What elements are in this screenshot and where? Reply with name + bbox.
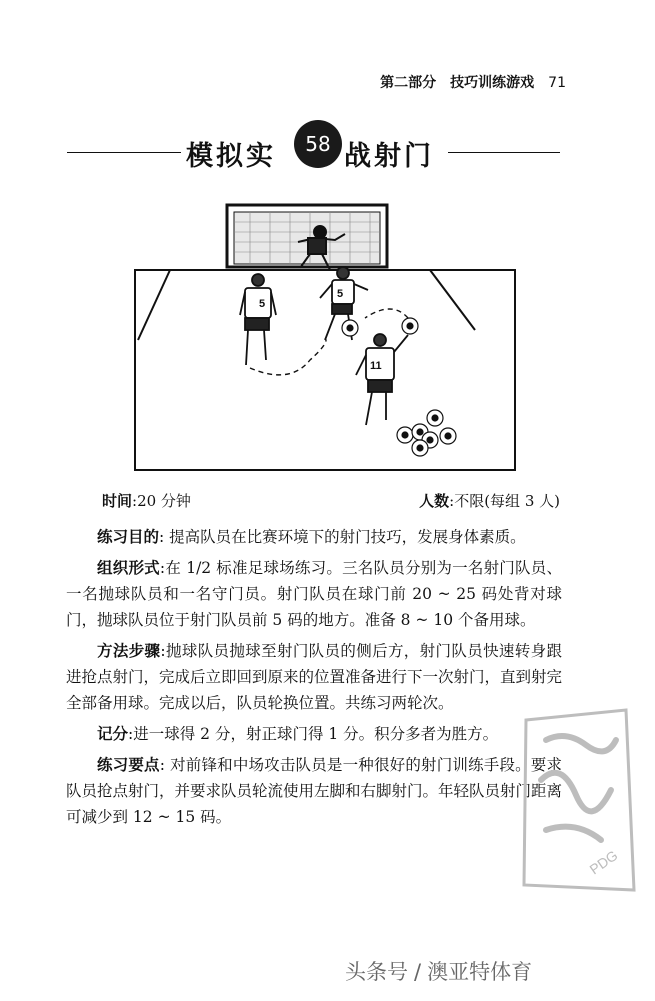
section-paragraph: [66, 638, 562, 716]
section-label: 技巧训练游戏: [450, 75, 535, 91]
game-number-badge: [294, 120, 342, 168]
page-number: 71: [548, 75, 566, 91]
field-outline: [135, 270, 515, 470]
title-right-text: 战射门: [344, 141, 434, 172]
section-text: :在 1/2 标准足球场练习。三名队员分别为一名射门队员、一名抛球队员和一名守门员。射门队员在球门前 20 ~ 25 码处背对球门，抛球队员位于射门队员前 5 码的地方。准备 8 ~ 10 个备用球。: [66, 559, 562, 629]
library-seal-stamp: [506, 700, 646, 900]
section-text: :进一球得 2 分，射正球门得 1 分。积分多者为胜方。: [128, 725, 499, 743]
drill-illustration: [130, 200, 520, 475]
shooter-jersey-number: 5: [337, 288, 344, 300]
title-rule-right: [448, 152, 560, 153]
time-info: [102, 490, 191, 511]
section-paragraph: [66, 524, 562, 550]
people-info: [419, 490, 560, 511]
section-text: : 对前锋和中场攻击队员是一种很好的射门训练手段。要求队员抢点射门，并要求队员轮流使用左脚和右脚射门。年轻队员射门距离可减少到 12 ~ 15 码。: [66, 756, 563, 826]
dashed-path-arrow-run: [250, 338, 326, 375]
section-paragraph: [66, 752, 562, 830]
section-label: 记分: [97, 725, 129, 743]
time-value: :20 分钟: [132, 492, 191, 510]
body-text: [66, 524, 562, 835]
section-label: 方法步骤: [97, 642, 161, 660]
stamp-mark: PDG: [586, 846, 621, 878]
player-left-icon: [240, 274, 276, 365]
footer-source: 头条号: [345, 960, 408, 984]
thrower-icon: [356, 334, 408, 425]
title-rule-left: [67, 152, 181, 153]
section-paragraph: [66, 721, 562, 747]
running-header: [300, 72, 566, 92]
section-text: : 提高队员在比赛环境下的射门技巧，发展身体素质。: [159, 528, 526, 546]
footer-watermark: [345, 956, 532, 986]
box-right-line: [430, 270, 475, 330]
player-left-jersey: 5: [259, 298, 266, 310]
section-label: 组织形式: [97, 559, 160, 577]
section-label: 练习目的: [97, 528, 160, 546]
box-left-line: [138, 270, 170, 340]
footer-account: 澳亚特体育: [427, 960, 533, 984]
section-paragraph: [66, 555, 562, 633]
dashed-path-arrow-throw: [365, 309, 408, 318]
thrower-jersey-number: 11: [370, 360, 382, 372]
title-left-text: 模拟实: [186, 141, 276, 172]
time-label: 时间: [102, 492, 133, 510]
people-value: :不限(每组 3 人): [449, 492, 560, 510]
part-label: 第二部分: [380, 75, 437, 91]
people-label: 人数: [419, 492, 450, 510]
section-label: 练习要点: [97, 756, 160, 774]
footer-separator: /: [414, 960, 422, 984]
meta-row: [102, 490, 560, 511]
game-number: 58: [305, 132, 331, 156]
ball-icon: [342, 318, 456, 456]
section-text: :抛球队员抛球至射门队员的侧后方，射门队员快速转身跟进抢点射门，完成后立即回到原来的位置准备进行下一次射门，直到射完全部备用球。完成以后，队员轮换位置。共练习两轮次。: [66, 642, 563, 712]
